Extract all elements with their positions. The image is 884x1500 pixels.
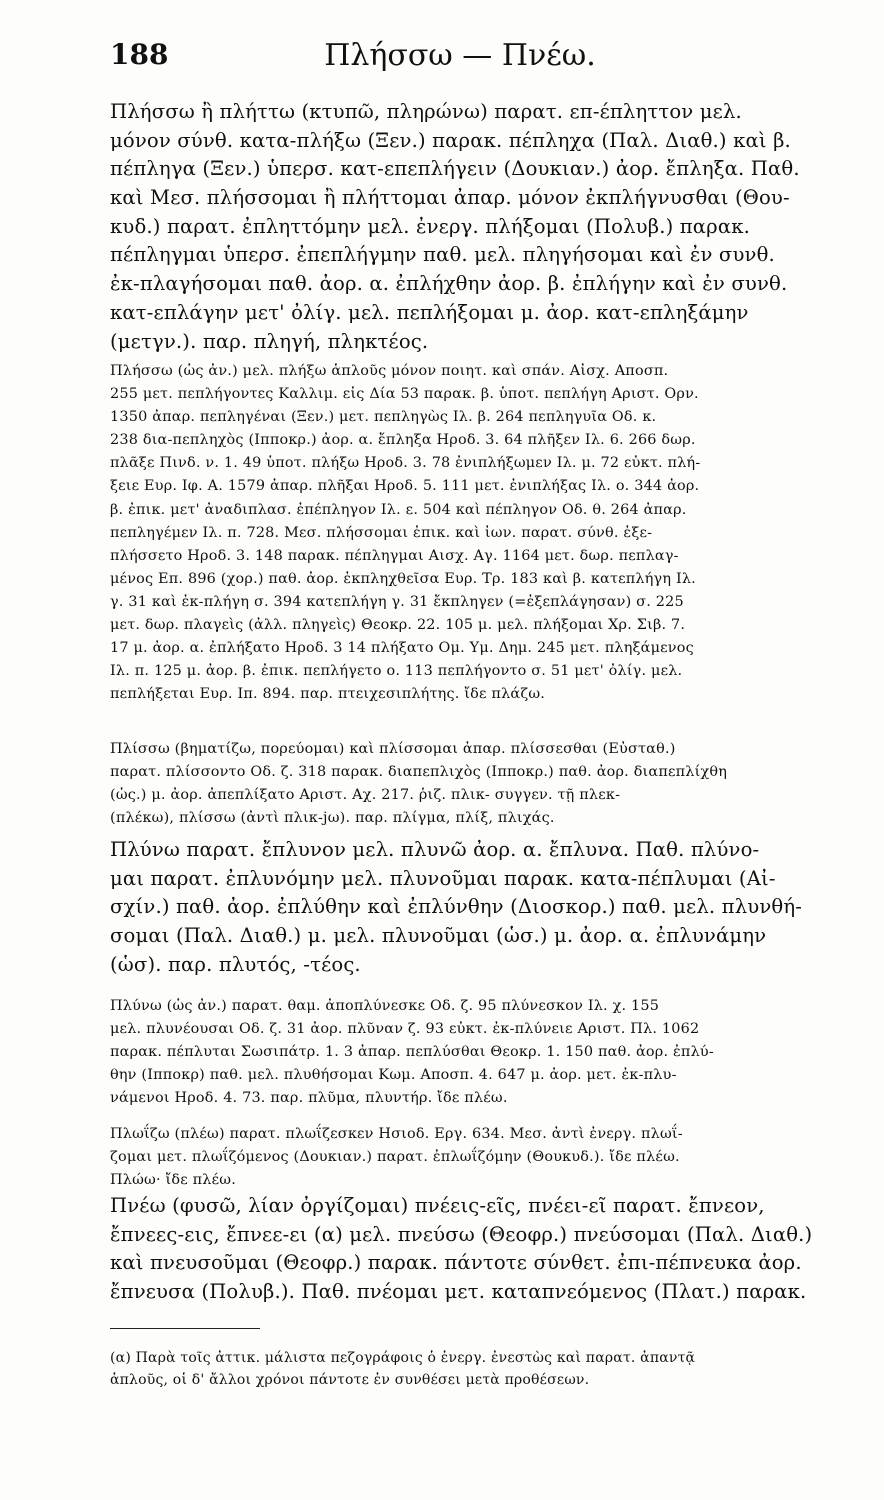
text-line: πέπληγμαι ὑπερσ. ἐπεπλήγμην παθ. μελ. πληγήσομαι καὶ ἐν συνθ. — [110, 243, 775, 267]
page-header — [110, 38, 810, 88]
entry-plesso — [110, 98, 818, 356]
text-line: 255 μετ. πεπλήγοντες Καλλιμ. εἰς Δία 53 παρακ. β. ὑποτ. πεπλήγη Αριστ. Ορν. — [110, 386, 699, 403]
text-line: ἐκ-πλαγήσομαι παθ. ἀορ. α. ἐπλήχθην ἀορ. β. ἐπλήγην καὶ ἐν συνθ. — [110, 272, 788, 296]
text-line: Πλίσσω (βηματίζω, πορεύομαι) καὶ πλίσσομαι ἀπαρ. πλίσσεσθαι (Εὐσταθ.) — [110, 741, 676, 757]
notes-ploizo — [110, 1123, 818, 1192]
text-line: μαι παρατ. ἐπλυνόμην μελ. πλυνοῦμαι παρακ. κατα-πέπλυμαι (Αἰ- — [110, 866, 776, 890]
footnote-rule — [110, 1328, 260, 1329]
text-line: παρακ. πέπλυται Σωσιπάτρ. 1. 3 ἀπαρ. πεπλύσθαι Θεοκρ. 1. 150 παθ. ἀορ. ἐπλύ- — [110, 1044, 714, 1061]
text-line: Πλύνω (ὡς ἀν.) παρατ. θαμ. ἀποπλύνεσκε Οδ. ζ. 95 πλύνεσκον Ιλ. χ. 155 — [110, 998, 660, 1014]
text-line: πεπληγέμεν Ιλ. π. 728. Μεσ. πλήσσομαι ἐπικ. καὶ ἰων. παρατ. σύνθ. ἐξε- — [110, 524, 653, 541]
text-line: (ὡς.) μ. ἀορ. ἀπεπλίξατο Αριστ. Αχ. 217. ῥιζ. πλικ- συγγεν. τῇ πλεκ- — [110, 787, 621, 804]
text-line: κατ-επλάγην μετ' ὀλίγ. μελ. πεπλήξομαι μ. ἀορ. κατ-επληξάμην — [110, 300, 749, 324]
text-line: μελ. πλυνέουσαι Οδ. ζ. 31 ἀορ. πλῦναν ζ. 93 εὐκτ. ἐκ-πλύνειε Αριστ. Πλ. 1062 — [110, 1021, 700, 1038]
text-line: (πλέκω), πλίσσω (ἀντὶ πλικ-jω). παρ. πλίγμα, πλίξ, πλιχάς. — [110, 810, 555, 827]
text-line: μόνον σύνθ. κατα-πλήξω (Ξεν.) παρακ. πέπληχα (Παλ. Διαθ.) καὶ β. — [110, 128, 791, 152]
text-line: (μετγν.). παρ. πληγή, πληκτέος. — [110, 329, 429, 353]
text-line: κυδ.) παρατ. ἐπληττόμην μελ. ἐνεργ. πλήξομαι (Πολυβ.) παρακ. — [110, 214, 750, 238]
text-line: πέπληγα (Ξεν.) ὑπερσ. κατ-επεπλήγειν (Δουκιαν.) ἀορ. ἔπληξα. Παθ. — [110, 157, 800, 181]
text-line: θην (Ιπποκρ) παθ. μελ. πλυθήσομαι Κωμ. Αποσπ. 4. 647 μ. ἀορ. μετ. ἐκ-πλυ- — [110, 1067, 677, 1084]
notes-plisso — [110, 738, 818, 830]
text-line: ἔπνεες-εις, ἔπνεε-ει (α) μελ. πνεύσω (Θεοφρ.) πνεύσομαι (Παλ. Διαθ.) — [110, 1222, 813, 1246]
text-line: καὶ Μεσ. πλήσσομαι ἢ πλήττομαι ἀπαρ. μόνον ἐκπλήγνυσθαι (Θου- — [110, 186, 790, 210]
text-line: σχίν.) παθ. ἀορ. ἐπλύθην καὶ ἐπλύνθην (Διοσκορ.) παθ. μελ. πλυνθή- — [110, 895, 803, 919]
text-line: παρατ. πλίσσοντο Οδ. ζ. 318 παρακ. διαπεπλιχὸς (Ιπποκρ.) παθ. ἀορ. διαπεπλίχθη — [110, 764, 728, 781]
text-line: Πλωΐζω (πλέω) παρατ. πλωΐζεσκεν Ησιοδ. Εργ. 634. Μεσ. ἀντὶ ἐνεργ. πλωΐ- — [110, 1126, 683, 1142]
text-line: 238 δια-πεπληχὸς (Ιπποκρ.) ἀορ. α. ἔπληξα Ηροδ. 3. 64 πλῆξεν Ιλ. 6. 266 δωρ. — [110, 432, 696, 449]
notes-plyno — [110, 995, 818, 1110]
text-line: καὶ πνευσοῦμαι (Θεοφρ.) παρακ. πάντοτε σύνθετ. ἐπι-πέπνευκα ἀορ. — [110, 1251, 802, 1275]
text-line: ἁπλοῦς, οἱ δ' ἄλλοι χρόνοι πάντοτε ἐν συνθέσει μετὰ προθέσεων. — [110, 1372, 590, 1388]
text-line: 17 μ. ἀορ. α. ἐπλήξατο Ηροδ. 3 14 πλήξατο Ομ. Υμ. Δημ. 245 μετ. πληξάμενος — [110, 640, 694, 657]
text-line: Πλύνω παρατ. ἔπλυνον μελ. πλυνῶ ἀορ. α. ἔπλυνα. Παθ. πλύνο- — [110, 838, 760, 861]
text-line: πλᾶξε Πινδ. ν. 1. 49 ὑποτ. πλήξω Ηροδ. 3. 78 ἐνιπλήξωμεν Ιλ. μ. 72 εὐκτ. πλή- — [110, 455, 701, 472]
text-line: πλήσσετο Ηροδ. 3. 148 παρακ. πέπληγμαι Αισχ. Αγ. 1164 μετ. δωρ. πεπλαγ- — [110, 547, 679, 564]
text-line: πεπλήξεται Ευρ. Ιπ. 894. παρ. πτειχεσιπλήτης. ἴδε πλάζω. — [110, 686, 546, 703]
text-line: Ιλ. π. 125 μ. ἀορ. β. ἐπικ. πεπλήγετο ο. 113 πεπλήγοντο σ. 51 μετ' ὀλίγ. μελ. — [110, 663, 683, 680]
text-line: ξειε Ευρ. Ιφ. Α. 1579 ἀπαρ. πλῆξαι Ηροδ. 5. 111 μετ. ἐνιπλήξας Ιλ. ο. 344 ἀορ. — [110, 478, 700, 495]
text-line: γ. 31 καὶ ἐκ-πλήγη σ. 394 κατεπλήγη γ. 31 ἔκπληγεν (=ἐξεπλάγησαν) σ. 225 — [110, 593, 684, 610]
text-line: β. ἐπικ. μετ' ἀναδιπλασ. ἐπέπληγον Ιλ. ε. 504 καὶ πέπληγον Οδ. θ. 264 ἀπαρ. — [110, 501, 687, 518]
running-title: Πλήσσω — Πνέω. — [324, 38, 596, 73]
text-line: νάμενοι Ηροδ. 4. 73. παρ. πλῦμα, πλυντήρ. ἴδε πλέω. — [110, 1090, 508, 1107]
text-line: σομαι (Παλ. Διαθ.) μ. μελ. πλυνοῦμαι (ὡσ.) μ. ἀορ. α. ἐπλυνάμην — [110, 924, 767, 948]
text-line: Πλώω· ἴδε πλέω. — [110, 1172, 236, 1189]
text-line: (ὡσ). παρ. πλυτός, -τέος. — [110, 952, 361, 976]
text-line: ζομαι μετ. πλωΐζόμενος (Δουκιαν.) παρατ. ἐπλωΐζόμην (Θουκυδ.). ἴδε πλέω. — [110, 1149, 680, 1166]
entry-pneo — [110, 1192, 818, 1307]
text-line: Πλήσσω (ὡς ἀν.) μελ. πλήξω ἁπλοῦς μόνον ποιητ. καὶ σπάν. Αἰσχ. Αποσπ. — [110, 363, 669, 379]
text-line: ἔπνευσα (Πολυβ.). Παθ. πνέομαι μετ. καταπνεόμενος (Πλατ.) παρακ. — [110, 1280, 807, 1304]
text-line: Πλήσσω ἢ πλήττω (κτυπῶ, πληρώνω) παρατ. επ-έπληττον μελ. — [110, 100, 742, 123]
text-line: Πνέω (φυσῶ, λίαν ὀργίζομαι) πνέεις-εῖς, πνέει-εῖ παρατ. ἔπνεον, — [110, 1194, 765, 1217]
text-line: μετ. δωρ. πλαγεὶς (ἀλλ. πληγεὶς) Θεοκρ. 22. 105 μ. μελ. πλήξομαι Χρ. Σιβ. 7. — [110, 617, 686, 634]
notes-plesso — [110, 360, 818, 706]
text-line: (α) Παρὰ τοῖς ἀττικ. μάλιστα πεζογράφοις ὁ ἐνεργ. ἐνεστὼς καὶ παρατ. ἀπαντᾷ — [110, 1350, 696, 1366]
text-line: μένος Επ. 896 (χορ.) παθ. ἀορ. ἐκπληχθεῖσα Ευρ. Τρ. 183 καὶ β. κατεπλήγη Ιλ. — [110, 570, 696, 587]
text-line: 1350 ἀπαρ. πεπληγέναι (Ξεν.) μετ. πεπληγὼς Ιλ. β. 264 πεπληγυῖα Οδ. κ. — [110, 409, 657, 426]
page-number: 188 — [110, 38, 169, 71]
footnote — [110, 1347, 818, 1391]
entry-plyno — [110, 836, 818, 979]
